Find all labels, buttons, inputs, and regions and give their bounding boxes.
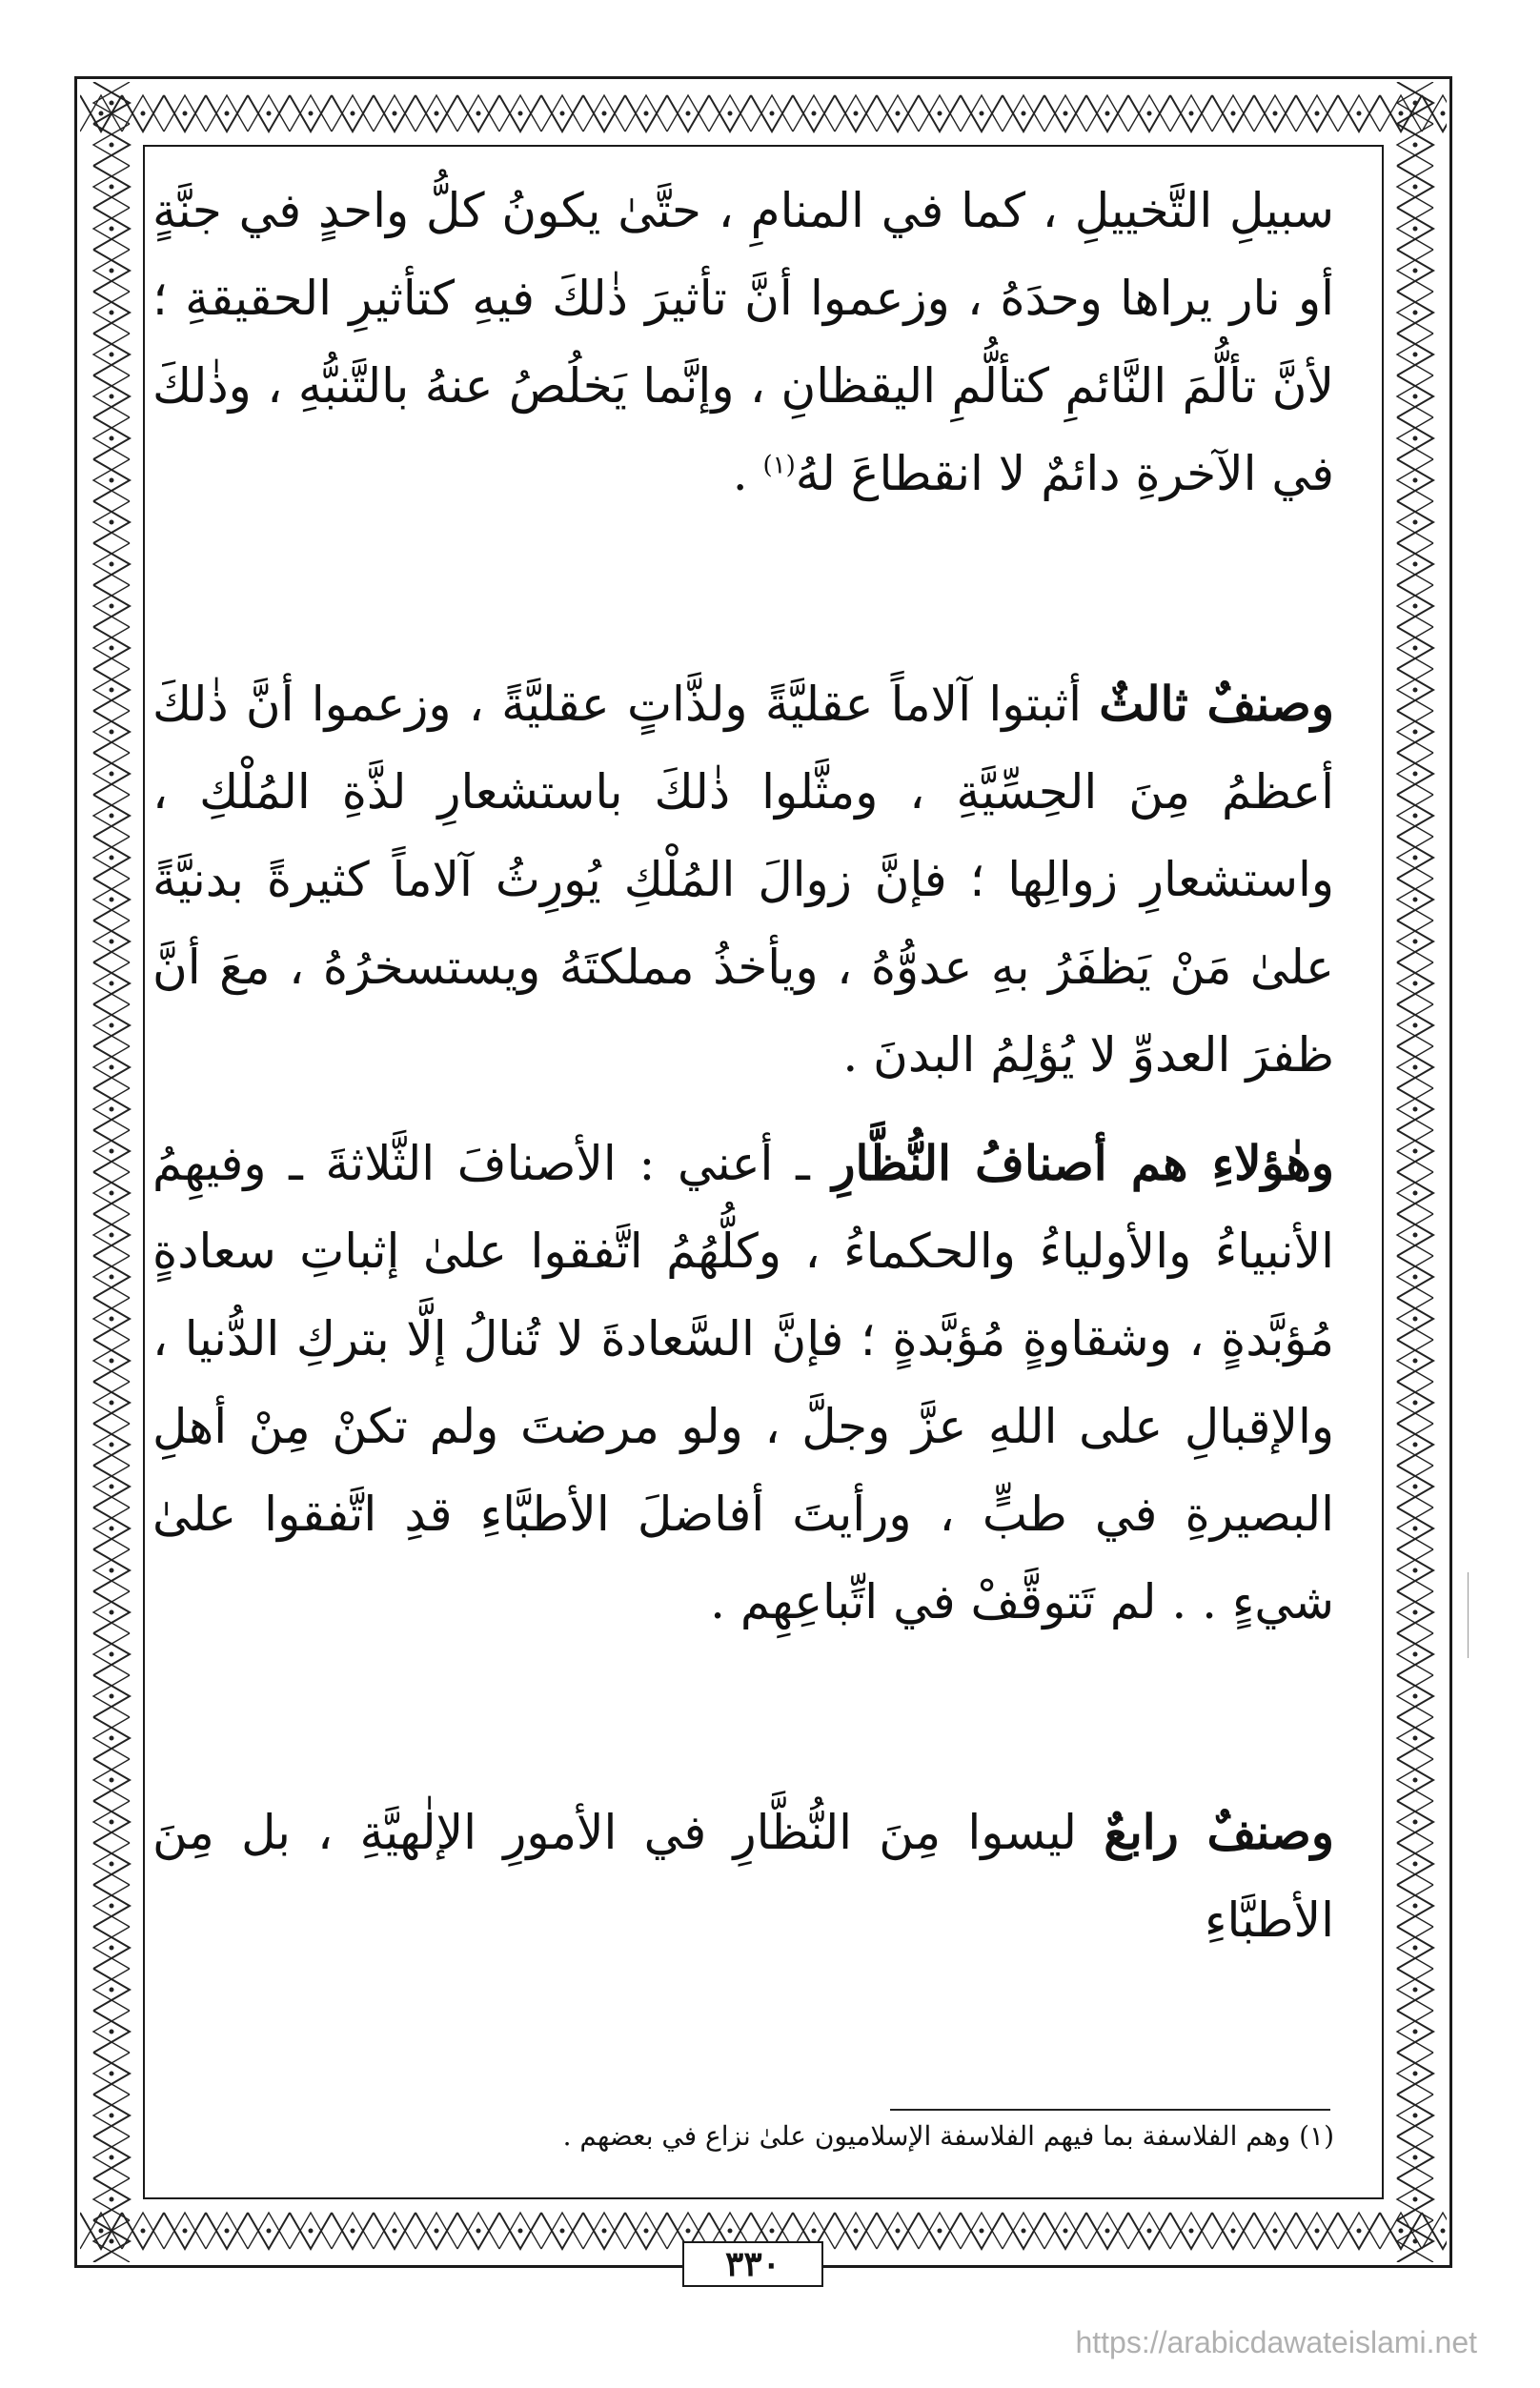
paragraph-text: سبيلِ التَّخييلِ ، كما في المنامِ ، حتَّىٰ يكونُ كلُّ واحدٍ في جنَّةٍ أو نار يراها وحدَهُ ، وزعموا أنَّ تأثيرَ ذٰلكَ فيهِ كتأثيرِ الحقيقةِ ؛ لأنَّ تألُّمَ النَّائمِ كتألُّمِ اليقظانِ ، وإنَّما يَخلُصُ عنهُ بالتَّنبُّهِ ، وذٰلكَ في الآخرةِ دائمٌ لا انقطاعَ لهُ — [152, 183, 1334, 501]
paragraph-text: ـ أعني : الأصنافَ الثَّلاثةَ ـ وفيهِمُ الأنبياءُ والأولياءُ والحكماءُ ، وكلُّهُمُ اتَّفقوا علىٰ إثباتِ سعادةٍ مُؤبَّدةٍ ، وشقاوةٍ مُؤبَّدةٍ ؛ فإنَّ السَّعادةَ لا تُنالُ إلَّا بتركِ الدُّنيا ، والإقبالِ على اللهِ عزَّ وجلَّ ، ولو مرضتَ ولم تكنْ مِنْ أهلِ البصيرةِ في طبٍّ ، ورأيتَ أفاضلَ الأطبَّاءِ قدِ اتَّفقوا علىٰ شيءٍ . . لم تَتوقَّفْ في اتِّباعِهِم . — [152, 1136, 1334, 1629]
footnote: (١) وهم الفلاسفة بما فيهم الفلاسفة الإسلاميون علىٰ نزاع في بعضهم . — [562, 2120, 1334, 2152]
paragraph-tail: . — [732, 446, 763, 501]
paragraph — [152, 660, 1334, 1099]
footnote-rule — [890, 2109, 1330, 2111]
paragraph-lead: وصنفٌ رابعٌ — [1104, 1804, 1335, 1860]
page-number — [682, 2241, 823, 2287]
ornament-border-left — [80, 82, 143, 2262]
paragraph-text: ليسوا مِنَ النُّظَّارِ في الأمورِ الإلٰهيَّةِ ، بل مِنَ الأطبَّاءِ — [152, 1805, 1334, 1948]
ornament-border-top — [80, 82, 1447, 145]
ornament-border-right — [1384, 82, 1447, 2262]
paragraph-text: أثبتوا آلاماً عقليَّةً ولذَّاتٍ عقليَّةً ، وزعموا أنَّ ذٰلكَ أعظمُ مِنَ الحِسِّيَّةِ ، ومثَّلوا ذٰلكَ باستشعارِ لذَّةِ المُلْكِ ، واستشعارِ زوالِها ؛ فإنَّ زوالَ المُلْكِ يُورِثُ آلاماً كثيرةً بدنيَّةً علىٰ مَنْ يَظفَرُ بهِ عدوُّهُ ، ويأخذُ مملكتَهُ ويستسخرُهُ ، معَ أنَّ ظفرَ العدوِّ لا يُؤلِمُ البدنَ . — [152, 677, 1334, 1083]
paragraph — [152, 167, 1334, 517]
paragraph-lead: وصنفٌ ثالثٌ — [1099, 676, 1334, 732]
paragraph — [152, 1120, 1334, 1646]
watermark-url[interactable]: https://arabicdawateislami.net — [1075, 2325, 1477, 2359]
paragraph — [152, 1789, 1334, 1964]
page-number-text: ٣٣٠ — [725, 2244, 781, 2284]
scan-artifact-line — [1468, 1572, 1469, 1658]
paragraph-lead: وهٰؤلاءِ هم أصنافُ النُّظَّارِ — [832, 1135, 1334, 1191]
footnote-marker[interactable]: (١) — [762, 451, 796, 480]
page-body — [152, 167, 1334, 1964]
